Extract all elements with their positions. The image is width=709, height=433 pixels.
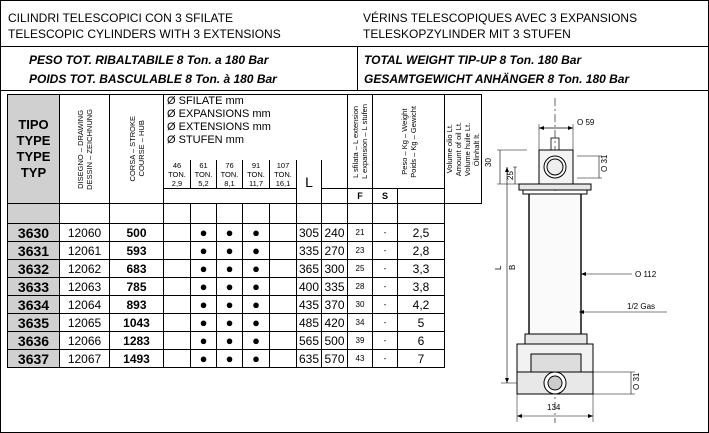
cell-drawing: 12066 — [60, 332, 110, 350]
cell-ton61: ● — [191, 314, 217, 332]
title-en: TELESCOPIC CYLINDERS WITH 3 EXTENSIONS — [8, 27, 281, 41]
cell-ton107 — [270, 332, 297, 350]
cell-ton76: ● — [217, 242, 243, 260]
cell-ton46 — [164, 224, 191, 242]
cell-ton76: ● — [217, 278, 243, 296]
cell-ton46 — [164, 296, 191, 314]
title-it: CILINDRI TELESCOPICI CON 3 SFILATE — [8, 11, 233, 25]
cell-Lext: 500 — [322, 332, 348, 350]
cell-ton76: ● — [217, 296, 243, 314]
cell-ton91: ● — [243, 296, 270, 314]
cell-Lext: 240 — [322, 224, 348, 242]
spacer-cell — [8, 204, 60, 224]
dim-d59: O 59 — [577, 118, 595, 127]
table-row — [8, 350, 482, 368]
cell-ton107 — [270, 296, 297, 314]
ton-61: 61 TON. 5,2 — [191, 160, 217, 189]
cell-ton107 — [270, 350, 297, 368]
cell-L: 365 — [297, 260, 322, 278]
cell-ton76: ● — [217, 260, 243, 278]
cell-F: 30 — [348, 296, 373, 314]
cell-code: 3637 — [8, 350, 60, 368]
lext-spacer — [322, 189, 348, 204]
cell-F: 28 — [348, 278, 373, 296]
cell-ton107 — [270, 278, 297, 296]
cell-drawing: 12063 — [60, 278, 110, 296]
cell-S: - — [373, 296, 398, 314]
cell-ton46 — [164, 332, 191, 350]
cell-F: 43 — [348, 350, 373, 368]
cell-Lext: 335 — [322, 278, 348, 296]
cell-ton61: ● — [191, 296, 217, 314]
cell-code: 3633 — [8, 278, 60, 296]
ton-spacer — [164, 189, 297, 204]
cell-code: 3635 — [8, 314, 60, 332]
ton-46: 46 TON. 2,9 — [164, 160, 191, 189]
cell-L: 400 — [297, 278, 322, 296]
cell-ton91: ● — [243, 314, 270, 332]
cell-drawing: 12061 — [60, 242, 110, 260]
cell-code: 3632 — [8, 260, 60, 278]
cylinder-table — [7, 94, 482, 368]
cell-stroke: 593 — [110, 242, 164, 260]
cell-code: 3634 — [8, 296, 60, 314]
cell-F: 39 — [348, 332, 373, 350]
cell-ton91: ● — [243, 278, 270, 296]
cell-F: 25 — [348, 260, 373, 278]
tipo-header: TIPO TYPE TYPE TYP — [8, 95, 60, 204]
cell-ton46 — [164, 242, 191, 260]
cell-ton61: ● — [191, 260, 217, 278]
table-row — [8, 260, 482, 278]
cell-oil: 6 — [398, 332, 445, 350]
cell-drawing: 12064 — [60, 296, 110, 314]
cell-Lext: 420 — [322, 314, 348, 332]
cell-drawing: 12067 — [60, 350, 110, 368]
s-header: S — [373, 189, 398, 204]
cell-ton46 — [164, 350, 191, 368]
cell-ton76: ● — [217, 224, 243, 242]
cell-ton107 — [270, 260, 297, 278]
cell-S: - — [373, 314, 398, 332]
cell-ton91: ● — [243, 332, 270, 350]
cylinder-drawing — [467, 98, 672, 426]
dim-gas: 1/2 Gas — [627, 302, 656, 311]
cell-oil: 2,8 — [398, 242, 445, 260]
dim-d31-top: O 31 — [600, 154, 609, 172]
weights-bottom-divider — [1, 90, 708, 91]
cell-stroke: 500 — [110, 224, 164, 242]
cell-oil: 3,3 — [398, 260, 445, 278]
cell-ton46 — [164, 260, 191, 278]
cell-F: 21 — [348, 224, 373, 242]
dim-25: 25 — [506, 171, 515, 180]
cell-ton76: ● — [217, 332, 243, 350]
cell-ton91: ● — [243, 224, 270, 242]
cell-ton76: ● — [217, 314, 243, 332]
cell-drawing: 12062 — [60, 260, 110, 278]
stroke-header: CORSA – STROKE COURSE – HUB — [110, 95, 164, 204]
cell-L: 565 — [297, 332, 322, 350]
weight-fr: POIDS TOT. BASCULABLE 8 Ton. à 180 Bar — [29, 72, 277, 86]
cell-ton107 — [270, 242, 297, 260]
dim-L: L — [494, 265, 503, 270]
weight-en: TOTAL WEIGHT TIP-UP 8 Ton. 180 Bar — [364, 53, 582, 67]
cell-L: 635 — [297, 350, 322, 368]
cell-stroke: 683 — [110, 260, 164, 278]
table-row — [8, 278, 482, 296]
cell-code: 3630 — [8, 224, 60, 242]
cell-ton46 — [164, 314, 191, 332]
cell-S: - — [373, 224, 398, 242]
cell-stroke: 1283 — [110, 332, 164, 350]
cell-S: - — [373, 278, 398, 296]
cell-oil: 2,5 — [398, 224, 445, 242]
cell-ton61: ● — [191, 224, 217, 242]
ton-76: 76 TON. 8,1 — [217, 160, 243, 189]
table-row — [8, 296, 482, 314]
ton-91: 91 TON. 11,7 — [243, 160, 270, 189]
cell-L: 435 — [297, 296, 322, 314]
cell-drawing: 12065 — [60, 314, 110, 332]
cell-S: - — [373, 242, 398, 260]
dim-d31-bottom: O 31 — [632, 372, 641, 390]
dim-d112: O 112 — [635, 270, 657, 279]
table-row — [8, 332, 482, 350]
weight-de: GESAMTGEWICHT ANHÄNGER 8 Ton. 180 Bar — [364, 72, 630, 86]
cell-F: 34 — [348, 314, 373, 332]
weight-header: Peso – Kg – Weight Poids – Kg – Gewicht — [373, 95, 445, 189]
cell-oil: 3,8 — [398, 278, 445, 296]
cell-stroke: 1493 — [110, 350, 164, 368]
drawing-header: DISEGNO – DRAWING DESSIN – ZEICHNUNG — [60, 95, 110, 204]
dim-134: 134 — [547, 403, 561, 412]
table-row — [8, 224, 482, 242]
dim-B: B — [508, 264, 517, 270]
cell-stroke: 893 — [110, 296, 164, 314]
cell-ton61: ● — [191, 350, 217, 368]
cell-Lext: 270 — [322, 242, 348, 260]
weights-divider — [357, 46, 358, 90]
cell-ton61: ● — [191, 242, 217, 260]
title-fr: VÉRINS TELESCOPIQUES AVEC 3 EXPANSIONS — [363, 11, 638, 25]
table-row — [8, 314, 482, 332]
cell-S: - — [373, 350, 398, 368]
cell-Lext: 370 — [322, 296, 348, 314]
title-de: TELESKOPZYLINDER MIT 3 STUFEN — [363, 27, 571, 41]
cell-Lext: 300 — [322, 260, 348, 278]
cell-ton61: ● — [191, 278, 217, 296]
l-header: L — [297, 160, 322, 204]
table-row — [8, 242, 482, 260]
cell-oil: 7 — [398, 350, 445, 368]
cell-ton76: ● — [217, 350, 243, 368]
cell-code: 3631 — [8, 242, 60, 260]
cell-S: - — [373, 332, 398, 350]
cell-ton91: ● — [243, 260, 270, 278]
cell-Lext: 570 — [322, 350, 348, 368]
cell-S: - — [373, 260, 398, 278]
dim-30: 30 — [484, 158, 493, 167]
cell-stroke: 785 — [110, 278, 164, 296]
diameter-spec: Ø SFILATE mm Ø EXPANSIONS mm Ø EXTENSIONS mm Ø STUFEN mm — [164, 95, 348, 161]
cell-code: 3636 — [8, 332, 60, 350]
cell-oil: 5 — [398, 314, 445, 332]
cell-L: 485 — [297, 314, 322, 332]
oil-header: Volume olio Lt. Amount of oil Lt. Volume huile Lt. Ölinhalt lt. — [445, 95, 482, 204]
cell-drawing: 12060 — [60, 224, 110, 242]
f-header: F — [348, 189, 373, 204]
weight-it: PESO TOT. RIBALTABILE 8 Ton. a 180 Bar — [29, 53, 269, 67]
cell-F: 23 — [348, 242, 373, 260]
ton-107: 107 TON. 16,1 — [270, 160, 297, 189]
cell-L: 335 — [297, 242, 322, 260]
cell-ton46 — [164, 278, 191, 296]
cell-ton91: ● — [243, 242, 270, 260]
header-divider — [1, 46, 708, 47]
cell-oil: 4,2 — [398, 296, 445, 314]
l-extension-header: L sfilata – L extension L expansion – L stufen — [348, 95, 373, 189]
cell-L: 305 — [297, 224, 322, 242]
cell-ton107 — [270, 224, 297, 242]
cell-ton107 — [270, 314, 297, 332]
cell-ton61: ● — [191, 332, 217, 350]
cell-stroke: 1043 — [110, 314, 164, 332]
cell-ton91: ● — [243, 350, 270, 368]
